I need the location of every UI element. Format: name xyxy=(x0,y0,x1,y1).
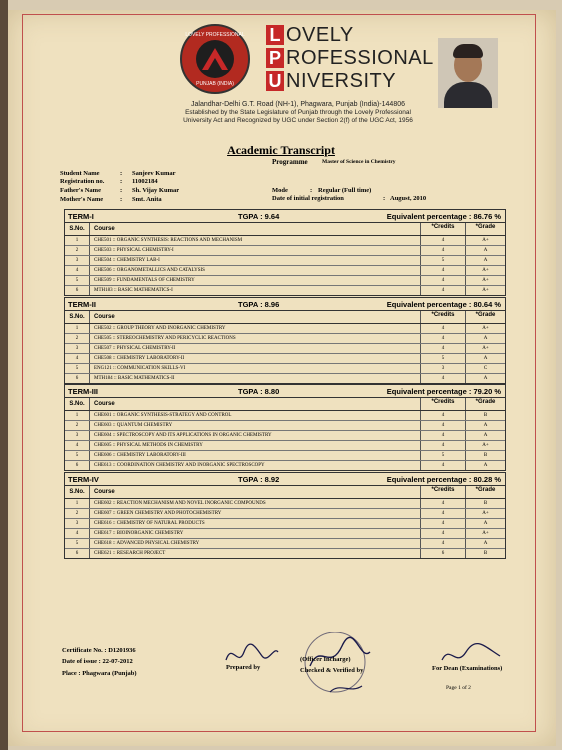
course-grade: A+ xyxy=(482,326,489,331)
course-name: CHE502 :: GROUP THEORY AND INORGANIC CHEMISTRY xyxy=(90,324,421,333)
course-grade: A xyxy=(483,463,488,468)
course-grade: A xyxy=(483,541,488,546)
table-row xyxy=(65,324,505,334)
course-name: CHE507 :: PHYSICAL CHEMISTRY-II xyxy=(90,344,421,353)
term-tgpa: TGPA : 8.80 xyxy=(238,386,280,396)
logo-emblem-icon xyxy=(196,40,234,78)
course-grade: A+ xyxy=(482,346,489,351)
course-credits: 4 xyxy=(421,286,466,295)
course-credits: 4 xyxy=(421,246,466,255)
registration-label: Registration no. xyxy=(60,178,105,185)
student-name-label: Student Name xyxy=(60,170,100,177)
course-credits: 4 xyxy=(421,539,466,548)
course-sno: 5 xyxy=(65,276,90,285)
table-row xyxy=(65,431,505,441)
course-credits: 4 xyxy=(421,374,466,383)
term-tgpa: TGPA : 8.92 xyxy=(238,474,280,484)
term-header xyxy=(65,385,505,398)
table-row xyxy=(65,266,505,276)
column-header-row xyxy=(65,311,505,324)
course-grade: A+ xyxy=(482,531,489,536)
term-equivalent-percentage: Equivalent percentage : 80.64 % xyxy=(386,299,501,309)
course-sno: 4 xyxy=(65,354,90,363)
term-equivalent-percentage: Equivalent percentage : 80.28 % xyxy=(386,474,501,484)
column-credits: *Credits xyxy=(421,223,466,235)
term-name: TERM-III xyxy=(68,386,98,396)
column-sno: S.No. xyxy=(65,223,90,235)
course-grade: A xyxy=(483,433,488,438)
university-address: Jalandhar-Delhi G.T. Road (NH-1), Phagwara, Punjab (India)-144806 xyxy=(191,101,405,108)
lpu-word-2: ROFESSIONAL xyxy=(286,46,434,69)
table-row xyxy=(65,411,505,421)
table-row xyxy=(65,509,505,519)
course-name: CHE616 :: CHEMISTRY OF NATURAL PRODUCTS xyxy=(90,519,421,528)
course-sno: 1 xyxy=(65,411,90,420)
mother-name-value: Smt. Anita xyxy=(132,196,162,203)
table-row xyxy=(65,374,505,383)
term-equivalent-percentage: Equivalent percentage : 86.76 % xyxy=(386,211,501,221)
course-name: CHE621 :: RESEARCH PROJECT xyxy=(90,549,421,558)
photo-hair xyxy=(453,44,483,58)
page-title: Academic Transcript xyxy=(227,143,335,157)
course-name: CHE505 :: STEREOCHEMISTRY AND PERICYCLIC REACTIONS xyxy=(90,334,421,343)
course-name: CHE601 :: ORGANIC SYNTHESIS-STRATEGY AND CONTROL xyxy=(90,411,421,420)
table-row xyxy=(65,529,505,539)
university-name xyxy=(266,24,434,93)
column-course: Course xyxy=(90,486,421,498)
term-table xyxy=(64,384,506,471)
column-header-row xyxy=(65,398,505,411)
course-sno: 1 xyxy=(65,324,90,333)
course-grade: B xyxy=(483,413,488,418)
programme-value: Master of Science in Chemistry xyxy=(322,159,396,165)
course-credits: 4 xyxy=(421,509,466,518)
term-header xyxy=(65,473,505,486)
course-sno: 2 xyxy=(65,246,90,255)
course-credits: 4 xyxy=(421,236,466,245)
course-sno: 6 xyxy=(65,374,90,383)
course-credits: 4 xyxy=(421,266,466,275)
course-name: CHE604 :: SPECTROSCOPY AND ITS APPLICATIONS IN ORGANIC CHEMISTRY xyxy=(90,431,421,440)
course-sno: 5 xyxy=(65,451,90,460)
course-credits: 5 xyxy=(421,256,466,265)
column-credits: *Credits xyxy=(421,486,466,498)
course-grade: A xyxy=(483,258,488,263)
student-name-value: Sanjeev Kumar xyxy=(132,170,176,177)
course-sno: 5 xyxy=(65,364,90,373)
course-credits: 5 xyxy=(421,354,466,363)
course-credits: 4 xyxy=(421,431,466,440)
course-grade: B xyxy=(483,501,488,506)
photo-body xyxy=(444,82,492,108)
course-sno: 6 xyxy=(65,461,90,470)
colon: : xyxy=(310,187,313,194)
table-row xyxy=(65,441,505,451)
colon: : xyxy=(120,170,123,177)
course-grade: A xyxy=(483,423,488,428)
term-table xyxy=(64,297,506,384)
table-row xyxy=(65,344,505,354)
dean-label: For Dean (Examinations) xyxy=(432,665,503,672)
column-credits: *Credits xyxy=(421,311,466,323)
course-sno: 1 xyxy=(65,499,90,508)
registration-value: 11002184 xyxy=(132,178,158,185)
column-sno: S.No. xyxy=(65,398,90,410)
course-sno: 3 xyxy=(65,344,90,353)
table-row xyxy=(65,519,505,529)
lpu-word-1: OVELY xyxy=(286,23,354,46)
course-grade: B xyxy=(483,453,488,458)
issue-place: Place : Phagwara (Punjab) xyxy=(62,670,137,677)
student-photo xyxy=(438,38,498,108)
course-name: CHE603 :: QUANTUM CHEMISTRY xyxy=(90,421,421,430)
table-row xyxy=(65,364,505,374)
table-row xyxy=(65,256,505,266)
course-name: ENG121 :: COMMUNICATION SKILLS-VI xyxy=(90,364,421,373)
course-name: CHE506 :: ORGANOMETALLICS AND CATALYSIS xyxy=(90,266,421,275)
logo-bottom-text: PUNJAB (INDIA) xyxy=(196,81,234,87)
prepared-by-label: Prepared by xyxy=(226,664,261,671)
university-established: Established by the State Legislature of Punjab through the Lovely Professional University Act and Recognized by UGC under Section 2(f) of the UGC Act, 1956 xyxy=(183,109,413,124)
column-grade: *Grade xyxy=(475,399,496,405)
course-grade: A+ xyxy=(482,278,489,283)
course-name: CHE509 :: FUNDAMENTALS OF CHEMISTRY xyxy=(90,276,421,285)
registration-date-label: Date of initial registration xyxy=(272,195,344,202)
term-equivalent-percentage: Equivalent percentage : 79.20 % xyxy=(386,386,501,396)
table-row xyxy=(65,499,505,509)
mode-value: Regular (Full time) xyxy=(318,187,372,194)
course-sno: 2 xyxy=(65,509,90,518)
course-grade: C xyxy=(483,366,488,371)
column-credits: *Credits xyxy=(421,398,466,410)
father-name-label: Father's Name xyxy=(60,187,101,194)
course-sno: 6 xyxy=(65,549,90,558)
column-course: Course xyxy=(90,223,421,235)
course-name: MTH184 :: BASIC MATHEMATICS-II xyxy=(90,374,421,383)
table-row xyxy=(65,539,505,549)
column-sno: S.No. xyxy=(65,311,90,323)
term-name: TERM-I xyxy=(68,211,94,221)
course-grade: A xyxy=(483,521,488,526)
course-credits: 4 xyxy=(421,421,466,430)
table-row xyxy=(65,236,505,246)
course-credits: 4 xyxy=(421,499,466,508)
table-row xyxy=(65,461,505,470)
term-header xyxy=(65,210,505,223)
course-credits: 4 xyxy=(421,519,466,528)
checked-verified-label: Checked & Verified by xyxy=(300,667,364,674)
course-credits: 4 xyxy=(421,461,466,470)
course-grade: A xyxy=(483,356,488,361)
term-header xyxy=(65,298,505,311)
logo-top-text: LOVELY PROFESSIONAL xyxy=(185,32,245,38)
registration-date-value: August, 2010 xyxy=(390,195,427,202)
term-name: TERM-II xyxy=(68,299,96,309)
term-name: TERM-IV xyxy=(68,474,99,484)
column-sno: S.No. xyxy=(65,486,90,498)
course-credits: 5 xyxy=(421,451,466,460)
course-sno: 2 xyxy=(65,421,90,430)
course-sno: 3 xyxy=(65,256,90,265)
course-sno: 2 xyxy=(65,334,90,343)
university-logo xyxy=(180,24,250,94)
table-row xyxy=(65,549,505,558)
course-grade: A+ xyxy=(482,238,489,243)
officer-incharge-label: (Officer Incharge) xyxy=(300,656,351,663)
course-name: CHE606 :: CHEMISTRY LABORATORY-III xyxy=(90,451,421,460)
certificate-number: Certificate No. : D1201936 xyxy=(62,647,136,654)
table-row xyxy=(65,246,505,256)
course-sno: 6 xyxy=(65,286,90,295)
issue-date: Date of issue : 22-07-2012 xyxy=(62,658,133,665)
mother-name-label: Mother's Name xyxy=(60,196,104,203)
course-sno: 4 xyxy=(65,529,90,538)
course-credits: 6 xyxy=(421,549,466,558)
table-row xyxy=(65,276,505,286)
term-tgpa: TGPA : 9.64 xyxy=(238,211,280,221)
table-row xyxy=(65,451,505,461)
term-tgpa: TGPA : 8.96 xyxy=(238,299,280,309)
course-credits: 4 xyxy=(421,334,466,343)
course-grade: A xyxy=(483,248,488,253)
lpu-letter-l: L xyxy=(266,25,284,45)
lpu-letter-u: U xyxy=(266,71,284,91)
university-address-block xyxy=(178,101,418,125)
course-credits: 4 xyxy=(421,324,466,333)
table-row xyxy=(65,334,505,344)
course-sno: 4 xyxy=(65,441,90,450)
table-row xyxy=(65,354,505,364)
lpu-letter-p: P xyxy=(266,48,284,68)
course-grade: B xyxy=(483,551,488,556)
course-credits: 4 xyxy=(421,344,466,353)
father-name-value: Sh. Vijay Kumar xyxy=(132,187,180,194)
course-credits: 4 xyxy=(421,411,466,420)
course-name: CHE501 :: ORGANIC SYNTHESIS: REACTIONS AND MECHANISM xyxy=(90,236,421,245)
course-sno: 3 xyxy=(65,431,90,440)
course-grade: A+ xyxy=(482,511,489,516)
term-table xyxy=(64,472,506,559)
course-name: CHE617 :: BIOINORGANIC CHEMISTRY xyxy=(90,529,421,538)
course-credits: 4 xyxy=(421,441,466,450)
course-grade: A xyxy=(483,376,488,381)
table-row xyxy=(65,421,505,431)
column-header-row xyxy=(65,223,505,236)
course-credits: 3 xyxy=(421,364,466,373)
course-grade: A+ xyxy=(482,288,489,293)
mode-label: Mode xyxy=(272,187,288,194)
course-sno: 4 xyxy=(65,266,90,275)
course-grade: A+ xyxy=(482,443,489,448)
column-grade: *Grade xyxy=(475,224,496,230)
lpu-word-3: NIVERSITY xyxy=(286,69,397,92)
column-grade: *Grade xyxy=(475,487,496,493)
page-edge xyxy=(0,0,8,750)
course-name: CHE602 :: REACTION MECHANISM AND NOVEL INORGANIC COMPOUNDS xyxy=(90,499,421,508)
course-grade: A xyxy=(483,336,488,341)
course-name: CHE503 :: PHYSICAL CHEMISTRY-I xyxy=(90,246,421,255)
course-sno: 5 xyxy=(65,539,90,548)
colon: : xyxy=(120,178,123,185)
course-sno: 1 xyxy=(65,236,90,245)
term-table xyxy=(64,209,506,296)
course-credits: 4 xyxy=(421,276,466,285)
column-course: Course xyxy=(90,398,421,410)
course-name: CHE504 :: CHEMISTRY LAB-I xyxy=(90,256,421,265)
table-row xyxy=(65,286,505,295)
course-credits: 4 xyxy=(421,529,466,538)
colon: : xyxy=(120,187,123,194)
course-name: MTH183 :: BASIC MATHEMATICS-I xyxy=(90,286,421,295)
page-number: Page 1 of 2 xyxy=(446,685,471,691)
course-grade: A+ xyxy=(482,268,489,273)
colon: : xyxy=(120,196,123,203)
programme-label: Programme xyxy=(272,158,308,166)
column-header-row xyxy=(65,486,505,499)
column-grade: *Grade xyxy=(475,312,496,318)
course-name: CHE607 :: GREEN CHEMISTRY AND PHOTOCHEMISTRY xyxy=(90,509,421,518)
column-course: Course xyxy=(90,311,421,323)
course-name: CHE613 :: COORDINATION CHEMISTRY AND INORGANIC SPECTROSCOPY xyxy=(90,461,421,470)
course-name: CHE605 :: PHYSICAL METHODS IN CHEMISTRY xyxy=(90,441,421,450)
course-name: CHE618 :: ADVANCED PHYSICAL CHEMISTRY xyxy=(90,539,421,548)
course-name: CHE508 :: CHEMISTRY LABORATORY-II xyxy=(90,354,421,363)
colon: : xyxy=(383,195,386,202)
course-sno: 3 xyxy=(65,519,90,528)
